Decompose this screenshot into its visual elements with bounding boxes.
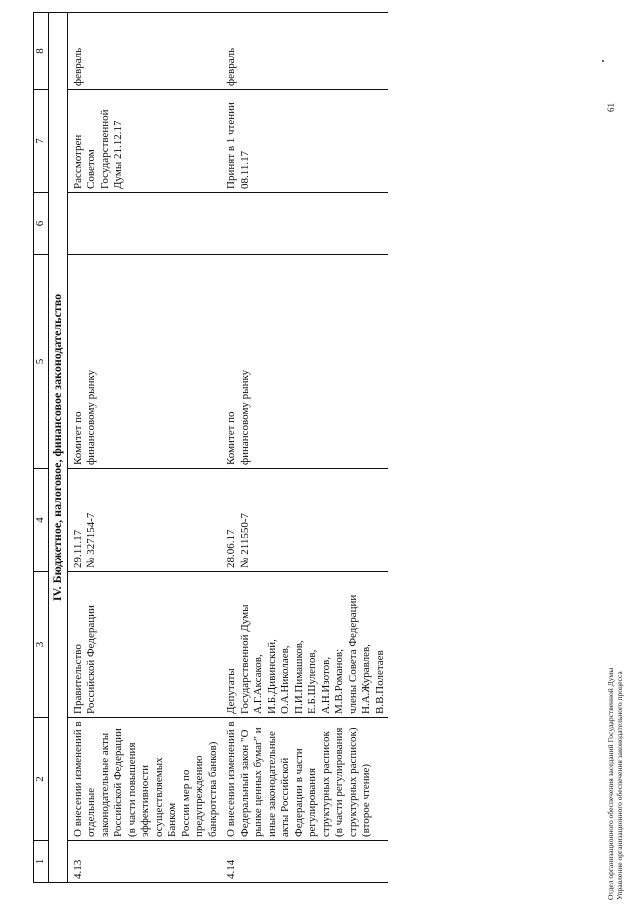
bill-date-number: 28.06.17 № 211550-7 [221,469,388,572]
row-number: 4.13 [67,841,221,883]
bill-date-number: 29.11.17 № 327154-7 [67,469,221,572]
planned-month: февраль [67,13,221,90]
column-header-8: 8 [34,13,49,90]
bill-status: Рассмотрен Советом Государственной Думы 21.12.17 [67,90,221,193]
footer-directorate: Управление организационного обеспечения законодательного процесса [615,671,624,900]
bill-initiator: Депутаты Государственной Думы А.Г.Аксаков, И.Б.Дивинский, О.А.Николаев, П.И.Пимашков, Е.Б.Шулепов, А.Н.Изотов, М.В.Романов; члены Совета Федерации Н.А.Журавлев, В.В.Полетаев [221,572,388,718]
column-header-1: 1 [34,841,49,883]
section-title: IV. Бюджетное, налоговое, финансовое законодательство [49,13,68,883]
column-header-2: 2 [34,718,49,841]
responsible-committee: Комитет по финансовому рынку [67,255,221,469]
footer-department: Отдел организационного обеспечения заседаний Государственной Думы [606,667,615,900]
column-header-7: 7 [34,90,49,193]
row-number: 4.14 [221,841,388,883]
bill-initiator: Правительство Российской Федерации [67,572,221,718]
section-row [49,13,68,883]
page-number: 61 [606,103,616,112]
page-mark [602,60,604,62]
column-header-3: 3 [34,572,49,718]
bill-title: О внесении изменений в Федеральный закон "О рынке ценных бумаг" и иные законодательные акты Российской Федерации в части регулирования структурных расписок (в части регулирования структурных расписок) (второе чтение) [221,718,388,841]
column-6-cell [221,193,388,255]
column-header-5: 5 [34,255,49,469]
legislation-table [33,12,388,883]
bill-title: О внесении изменений в отдельные законодательные акты Российской Федерации (в части повышения эффективности осуществляемых Банком России мер по предупреждению банкротства банков) [67,718,221,841]
table-row [67,13,221,883]
column-header-6: 6 [34,193,49,255]
bill-status: Принят в 1 чтении 08.11.17 [221,90,388,193]
table-row [221,13,388,883]
rotated-table-sheet [33,13,633,883]
responsible-committee: Комитет по финансовому рынку [221,255,388,469]
column-6-cell [67,193,221,255]
page-footer [606,500,624,900]
column-number-row [34,13,49,883]
column-header-4: 4 [34,469,49,572]
planned-month: февраль [221,13,388,90]
